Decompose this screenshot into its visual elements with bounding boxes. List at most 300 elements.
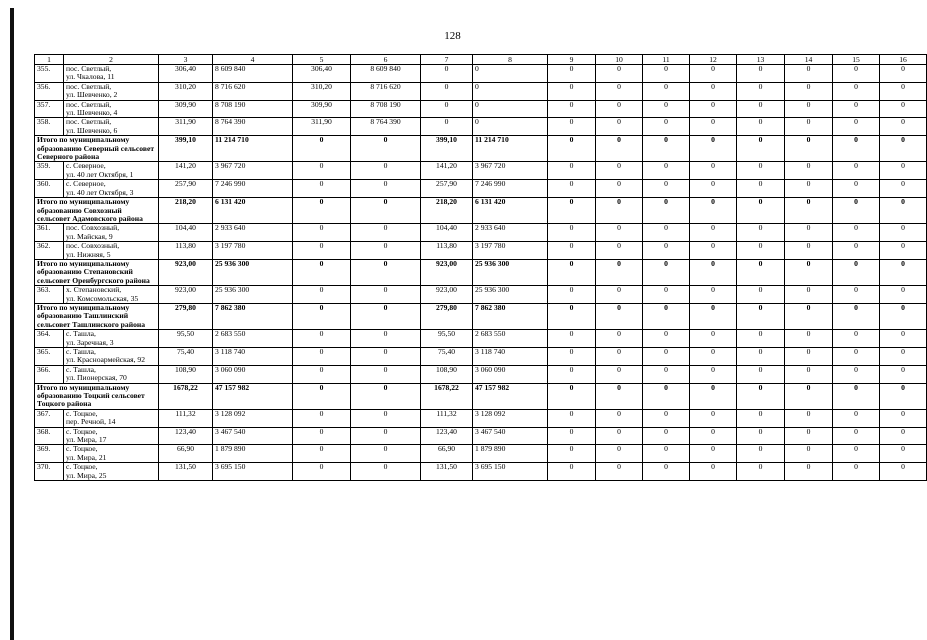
value-cell: 0	[690, 224, 737, 242]
value-cell: 0	[880, 409, 927, 427]
value-cell: 0	[643, 463, 690, 481]
value-cell: 0	[880, 383, 927, 409]
value-cell: 0	[833, 286, 880, 304]
value-cell: 141,20	[421, 162, 473, 180]
value-cell: 0	[880, 242, 927, 260]
value-cell: 0	[690, 100, 737, 118]
value-cell: 0	[833, 427, 880, 445]
table-row	[35, 118, 927, 136]
value-cell: 0	[643, 118, 690, 136]
settlement-name: с. Северное,	[66, 161, 106, 171]
street-address: ул. Мира, 21	[66, 452, 107, 462]
value-cell: 0	[785, 118, 833, 136]
settlement-name: пос. Светлый,	[66, 117, 112, 127]
street-address: ул. 40 лет Октября, 1	[66, 169, 134, 179]
value-cell: 0	[643, 100, 690, 118]
settlement-name: с. Тоцкое,	[66, 408, 98, 418]
value-cell: 0	[833, 330, 880, 348]
value-cell: 0	[690, 427, 737, 445]
value-cell: 0	[643, 286, 690, 304]
address-cell	[64, 224, 159, 242]
value-cell: 8 764 390	[351, 118, 421, 136]
value-cell: 0	[880, 427, 927, 445]
row-number: 368.	[35, 427, 64, 445]
value-cell: 11 214 710	[473, 136, 548, 162]
value-cell: 3 967 720	[213, 162, 293, 180]
value-cell: 0	[351, 445, 421, 463]
column-number: 3	[159, 55, 213, 65]
value-cell: 399,10	[159, 136, 213, 162]
value-cell: 123,40	[421, 427, 473, 445]
value-cell: 1 879 890	[213, 445, 293, 463]
value-cell: 0	[293, 383, 351, 409]
subtotal-row	[35, 198, 927, 224]
table-row	[35, 100, 927, 118]
value-cell: 0	[785, 427, 833, 445]
table-row	[35, 427, 927, 445]
value-cell: 0	[643, 365, 690, 383]
value-cell: 25 936 300	[473, 286, 548, 304]
value-cell: 0	[548, 330, 596, 348]
value-cell: 0	[643, 427, 690, 445]
value-cell: 0	[833, 463, 880, 481]
value-cell: 0	[548, 303, 596, 329]
value-cell: 0	[351, 162, 421, 180]
row-number: 369.	[35, 445, 64, 463]
table-row	[35, 348, 927, 366]
value-cell: 0	[596, 303, 643, 329]
value-cell: 0	[293, 427, 351, 445]
value-cell: 0	[293, 259, 351, 285]
table-row	[35, 242, 927, 260]
value-cell: 0	[690, 180, 737, 198]
value-cell: 95,50	[421, 330, 473, 348]
value-cell: 0	[293, 365, 351, 383]
value-cell: 25 936 300	[213, 286, 293, 304]
value-cell: 0	[548, 242, 596, 260]
value-cell: 0	[880, 445, 927, 463]
page-number: 128	[444, 30, 461, 42]
value-cell: 0	[690, 330, 737, 348]
value-cell: 0	[351, 242, 421, 260]
value-cell: 8 609 840	[351, 65, 421, 83]
street-address: ул. Шевченко, 4	[66, 108, 118, 118]
value-cell: 47 157 982	[213, 383, 293, 409]
address-cell	[64, 100, 159, 118]
value-cell: 0	[548, 100, 596, 118]
value-cell: 0	[596, 445, 643, 463]
value-cell: 0	[737, 445, 785, 463]
value-cell: 0	[833, 100, 880, 118]
subtotal-row	[35, 303, 927, 329]
table-row	[35, 330, 927, 348]
value-cell: 0	[880, 348, 927, 366]
value-cell: 7 246 990	[473, 180, 548, 198]
value-cell: 0	[880, 330, 927, 348]
row-number: 365.	[35, 348, 64, 366]
settlement-name: пос. Светлый,	[66, 99, 112, 109]
street-address: ул. Мира, 17	[66, 435, 107, 445]
table-row	[35, 463, 927, 481]
value-cell: 7 246 990	[213, 180, 293, 198]
street-address: ул. Нижняя, 5	[66, 249, 111, 259]
value-cell: 0	[785, 303, 833, 329]
value-cell: 0	[351, 463, 421, 481]
value-cell: 1678,22	[421, 383, 473, 409]
value-cell: 399,10	[421, 136, 473, 162]
value-cell: 0	[596, 286, 643, 304]
value-cell: 8 716 620	[213, 82, 293, 100]
street-address: ул. Красноармейская, 92	[66, 355, 146, 365]
value-cell: 0	[548, 180, 596, 198]
subtotal-label: Итого по муниципальному образованию Степановский сельсовет Оренбургского района	[35, 259, 159, 285]
value-cell: 0	[785, 330, 833, 348]
address-cell	[64, 180, 159, 198]
value-cell: 0	[643, 445, 690, 463]
value-cell: 0	[643, 224, 690, 242]
row-number: 360.	[35, 180, 64, 198]
subtotal-label: Итого по муниципальному образованию Ташлинский сельсовет Ташлинского района	[35, 303, 159, 329]
value-cell: 104,40	[159, 224, 213, 242]
value-cell: 0	[293, 409, 351, 427]
value-cell: 0	[596, 118, 643, 136]
value-cell: 0	[473, 100, 548, 118]
value-cell: 3 128 092	[213, 409, 293, 427]
value-cell: 0	[785, 409, 833, 427]
value-cell: 0	[548, 445, 596, 463]
value-cell: 0	[596, 365, 643, 383]
value-cell: 0	[737, 348, 785, 366]
value-cell: 923,00	[421, 286, 473, 304]
value-cell: 0	[880, 118, 927, 136]
value-cell: 0	[737, 65, 785, 83]
value-cell: 0	[737, 330, 785, 348]
value-cell: 0	[690, 65, 737, 83]
row-number: 367.	[35, 409, 64, 427]
value-cell: 0	[548, 409, 596, 427]
value-cell: 0	[293, 303, 351, 329]
value-cell: 0	[690, 286, 737, 304]
value-cell: 0	[690, 463, 737, 481]
value-cell: 2 933 640	[213, 224, 293, 242]
value-cell: 0	[548, 259, 596, 285]
settlement-name: с. Ташла,	[66, 347, 96, 356]
settlement-name: с. Тоцкое,	[66, 462, 98, 472]
settlement-name: с. Тоцкое,	[66, 426, 98, 436]
subtotal-row	[35, 259, 927, 285]
value-cell: 923,00	[159, 286, 213, 304]
column-number: 9	[548, 55, 596, 65]
column-number: 6	[351, 55, 421, 65]
value-cell: 0	[548, 348, 596, 366]
value-cell: 131,50	[421, 463, 473, 481]
settlement-name: пос. Совхозный,	[66, 223, 120, 233]
value-cell: 0	[643, 82, 690, 100]
value-cell: 306,40	[159, 65, 213, 83]
settlement-name: с. Ташла,	[66, 364, 96, 374]
value-cell: 0	[785, 365, 833, 383]
table-row	[35, 365, 927, 383]
address-cell	[64, 365, 159, 383]
row-number: 362.	[35, 242, 64, 260]
value-cell: 0	[880, 82, 927, 100]
value-cell: 0	[690, 162, 737, 180]
row-number: 361.	[35, 224, 64, 242]
value-cell: 0	[643, 198, 690, 224]
address-cell	[64, 82, 159, 100]
left-margin-bar	[10, 8, 14, 640]
value-cell: 0	[690, 409, 737, 427]
column-number: 5	[293, 55, 351, 65]
value-cell: 0	[293, 348, 351, 366]
settlement-name: с. Тоцкое,	[66, 444, 98, 454]
street-address: ул. 40 лет Октября, 3	[66, 187, 134, 197]
value-cell: 0	[421, 118, 473, 136]
value-cell: 0	[737, 409, 785, 427]
street-address: ул. Комсомольская, 35	[66, 293, 139, 303]
table-row	[35, 224, 927, 242]
value-cell: 6 131 420	[213, 198, 293, 224]
value-cell: 0	[833, 162, 880, 180]
value-cell: 0	[548, 82, 596, 100]
address-cell	[64, 409, 159, 427]
address-cell	[64, 427, 159, 445]
value-cell: 0	[785, 445, 833, 463]
value-cell: 3 118 740	[213, 348, 293, 366]
value-cell: 0	[548, 198, 596, 224]
value-cell: 0	[548, 365, 596, 383]
value-cell: 0	[293, 463, 351, 481]
value-cell: 0	[293, 180, 351, 198]
value-cell: 0	[833, 303, 880, 329]
value-cell: 0	[351, 286, 421, 304]
value-cell: 0	[833, 383, 880, 409]
row-number: 355.	[35, 65, 64, 83]
value-cell: 3 197 780	[473, 242, 548, 260]
row-number: 359.	[35, 162, 64, 180]
value-cell: 0	[833, 242, 880, 260]
value-cell: 25 936 300	[473, 259, 548, 285]
value-cell: 0	[293, 445, 351, 463]
address-cell	[64, 286, 159, 304]
table-row	[35, 162, 927, 180]
value-cell: 0	[351, 224, 421, 242]
value-cell: 3 467 540	[473, 427, 548, 445]
value-cell: 0	[351, 136, 421, 162]
value-cell: 0	[880, 136, 927, 162]
subtotal-label: Итого по муниципальному образованию Тоцкий сельсовет Тоцкого района	[35, 383, 159, 409]
value-cell: 0	[643, 330, 690, 348]
settlement-name: пос. Светлый,	[66, 81, 112, 91]
value-cell: 0	[643, 136, 690, 162]
value-cell: 0	[548, 383, 596, 409]
value-cell: 3 695 150	[473, 463, 548, 481]
value-cell: 0	[690, 136, 737, 162]
table-row	[35, 82, 927, 100]
table-row	[35, 65, 927, 83]
column-number: 11	[643, 55, 690, 65]
row-number: 356.	[35, 82, 64, 100]
table-row	[35, 445, 927, 463]
value-cell: 0	[737, 427, 785, 445]
street-address: ул. Пионерская, 70	[66, 373, 127, 383]
value-cell: 0	[833, 409, 880, 427]
value-cell: 0	[690, 365, 737, 383]
row-number: 357.	[35, 100, 64, 118]
value-cell: 66,90	[159, 445, 213, 463]
value-cell: 2 683 550	[473, 330, 548, 348]
value-cell: 279,80	[421, 303, 473, 329]
value-cell: 0	[643, 259, 690, 285]
row-number: 363.	[35, 286, 64, 304]
value-cell: 310,20	[293, 82, 351, 100]
value-cell: 0	[785, 463, 833, 481]
value-cell: 3 118 740	[473, 348, 548, 366]
value-cell: 0	[596, 409, 643, 427]
value-cell: 111,32	[421, 409, 473, 427]
value-cell: 0	[643, 65, 690, 83]
value-cell: 0	[880, 100, 927, 118]
value-cell: 0	[596, 180, 643, 198]
value-cell: 0	[643, 180, 690, 198]
value-cell: 0	[643, 162, 690, 180]
settlement-name: пос. Светлый,	[66, 64, 112, 73]
address-cell	[64, 445, 159, 463]
value-cell: 3 060 090	[473, 365, 548, 383]
column-number: 7	[421, 55, 473, 65]
value-cell: 309,90	[293, 100, 351, 118]
value-cell: 0	[421, 100, 473, 118]
value-cell: 0	[351, 303, 421, 329]
address-cell	[64, 65, 159, 83]
value-cell: 0	[737, 100, 785, 118]
value-cell: 0	[596, 224, 643, 242]
value-cell: 1 879 890	[473, 445, 548, 463]
value-cell: 0	[833, 136, 880, 162]
value-cell: 311,90	[159, 118, 213, 136]
address-cell	[64, 330, 159, 348]
value-cell: 0	[643, 242, 690, 260]
value-cell: 1678,22	[159, 383, 213, 409]
value-cell: 0	[880, 365, 927, 383]
address-cell	[64, 463, 159, 481]
value-cell: 108,90	[421, 365, 473, 383]
value-cell: 0	[880, 162, 927, 180]
settlement-name: с. Северное,	[66, 179, 106, 189]
value-cell: 0	[473, 82, 548, 100]
value-cell: 0	[690, 198, 737, 224]
value-cell: 0	[596, 427, 643, 445]
value-cell: 0	[737, 224, 785, 242]
value-cell: 0	[880, 65, 927, 83]
value-cell: 0	[690, 242, 737, 260]
table-row	[35, 180, 927, 198]
value-cell: 0	[548, 136, 596, 162]
value-cell: 0	[596, 259, 643, 285]
column-number: 2	[64, 55, 159, 65]
value-cell: 0	[785, 136, 833, 162]
value-cell: 3 060 090	[213, 365, 293, 383]
value-cell: 8 708 190	[213, 100, 293, 118]
street-address: ул. Мира, 25	[66, 470, 107, 480]
street-address: ул. Чкалова, 11	[66, 72, 115, 82]
value-cell: 0	[596, 330, 643, 348]
value-cell: 11 214 710	[213, 136, 293, 162]
value-cell: 0	[833, 365, 880, 383]
value-cell: 0	[880, 224, 927, 242]
value-cell: 309,90	[159, 100, 213, 118]
value-cell: 0	[293, 286, 351, 304]
value-cell: 0	[880, 259, 927, 285]
value-cell: 257,90	[421, 180, 473, 198]
street-address: пер. Речной, 14	[66, 417, 116, 427]
column-number-row	[35, 55, 927, 65]
value-cell: 0	[293, 224, 351, 242]
value-cell: 113,80	[159, 242, 213, 260]
column-number: 13	[737, 55, 785, 65]
value-cell: 218,20	[421, 198, 473, 224]
value-cell: 0	[737, 242, 785, 260]
value-cell: 0	[690, 383, 737, 409]
value-cell: 0	[833, 224, 880, 242]
value-cell: 0	[833, 118, 880, 136]
settlement-name: пос. Совхозный,	[66, 241, 120, 251]
value-cell: 141,20	[159, 162, 213, 180]
value-cell: 2 683 550	[213, 330, 293, 348]
subtotal-label: Итого по муниципальному образованию Северный сельсовет Северного района	[35, 136, 159, 162]
value-cell: 0	[785, 180, 833, 198]
value-cell: 0	[785, 162, 833, 180]
value-cell: 3 695 150	[213, 463, 293, 481]
value-cell: 0	[833, 180, 880, 198]
value-cell: 218,20	[159, 198, 213, 224]
value-cell: 257,90	[159, 180, 213, 198]
value-cell: 0	[596, 348, 643, 366]
value-cell: 0	[690, 82, 737, 100]
value-cell: 0	[880, 198, 927, 224]
value-cell: 0	[833, 348, 880, 366]
street-address: ул. Шевченко, 2	[66, 90, 118, 100]
value-cell: 0	[833, 198, 880, 224]
value-cell: 0	[351, 330, 421, 348]
value-cell: 0	[833, 65, 880, 83]
value-cell: 0	[690, 259, 737, 285]
value-cell: 0	[548, 286, 596, 304]
value-cell: 923,00	[421, 259, 473, 285]
value-cell: 123,40	[159, 427, 213, 445]
column-number: 16	[880, 55, 927, 65]
street-address: ул. Майская, 9	[66, 231, 113, 241]
address-cell	[64, 242, 159, 260]
value-cell: 95,50	[159, 330, 213, 348]
column-number: 8	[473, 55, 548, 65]
value-cell: 0	[351, 427, 421, 445]
value-cell: 0	[548, 463, 596, 481]
value-cell: 0	[351, 259, 421, 285]
value-cell: 75,40	[159, 348, 213, 366]
value-cell: 0	[785, 100, 833, 118]
value-cell: 0	[737, 259, 785, 285]
value-cell: 0	[737, 463, 785, 481]
value-cell: 3 128 092	[473, 409, 548, 427]
value-cell: 0	[737, 118, 785, 136]
column-number: 1	[35, 55, 64, 65]
value-cell: 0	[351, 365, 421, 383]
value-cell: 0	[293, 330, 351, 348]
value-cell: 0	[421, 65, 473, 83]
value-cell: 131,50	[159, 463, 213, 481]
value-cell: 311,90	[293, 118, 351, 136]
